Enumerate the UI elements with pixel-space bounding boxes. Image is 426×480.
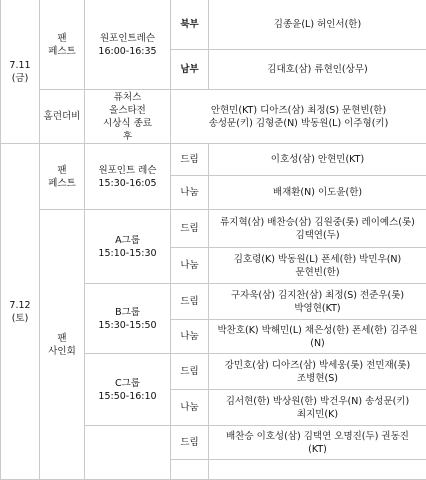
time-cell: 원포인트 레슨 15:30-16:05 [85,144,171,210]
names-cell: 강민호(삼) 디아즈(삼) 박세웅(롯) 전민재(롯) 조병현(S) [209,354,426,390]
table-row [1,210,426,248]
category-cell: 팬 페스트 [40,144,85,210]
group-label: 드림 [171,426,209,460]
names-cell: 김서현(한) 박상원(한) 박건우(N) 송성문(키) 최지민(K) [209,390,426,426]
category-cell: 홈런더비 [40,90,85,144]
names-cell: 박찬호(K) 박해민(L) 채은성(한) 폰세(한) 김주원(N) [209,320,426,354]
group-label: 드림 [171,354,209,390]
group-label: 나눔 [171,390,209,426]
table-row [1,90,426,144]
names-cell: 김종윤(L) 허인서(한) [209,0,426,50]
group-label: 나눔 [171,176,209,210]
time-cell: A그룹 15:10-15:30 [85,210,171,284]
time-cell: C그룹 15:50-16:10 [85,354,171,426]
category-cell: 팬 페스트 [40,0,85,90]
names-cell: 배재환(N) 이도윤(한) [209,176,426,210]
names-cell: 김호령(K) 박동원(L) 폰세(한) 박민우(N) 문현빈(한) [209,248,426,284]
time-cell: B그룹 15:30-15:50 [85,284,171,354]
names-cell: 류지혁(삼) 배찬승(삼) 김원중(롯) 레이예스(롯) 김택연(두) [209,210,426,248]
time-cell: 퓨처스 올스타전 시상식 종료 후 [85,90,171,144]
category-cell: 팬 사인회 [40,210,85,480]
names-cell: 이호성(삼) 안현민(KT) [209,144,426,176]
time-cell [85,426,171,480]
group-label: 남부 [171,50,209,90]
names-cell: 구자욱(삼) 김지찬(삼) 최정(S) 전준우(롯) 박영현(KT) [209,284,426,320]
group-label: 드림 [171,284,209,320]
names-cell: 김대호(삼) 류현인(상무) [209,50,426,90]
group-label: 나눔 [171,248,209,284]
time-cell: 원포인트레슨 16:00-16:35 [85,0,171,90]
group-label: 나눔 [171,320,209,354]
names-cell: 배찬승 이호성(삼) 김택연 오명진(두) 권동진 (KT) [209,426,426,460]
table-row [1,144,426,176]
table-row [1,0,426,50]
group-label: 북부 [171,0,209,50]
date-cell: 7.11 (금) [1,0,40,144]
date-cell: 7.12 (토) [1,144,40,480]
group-label: 드림 [171,144,209,176]
group-label: 드림 [171,210,209,248]
names-cell: 안현민(KT) 디아즈(삼) 최정(S) 문현빈(한) 송성문(키) 김형준(N) 박동원(L) 이주형(키) [171,90,426,144]
